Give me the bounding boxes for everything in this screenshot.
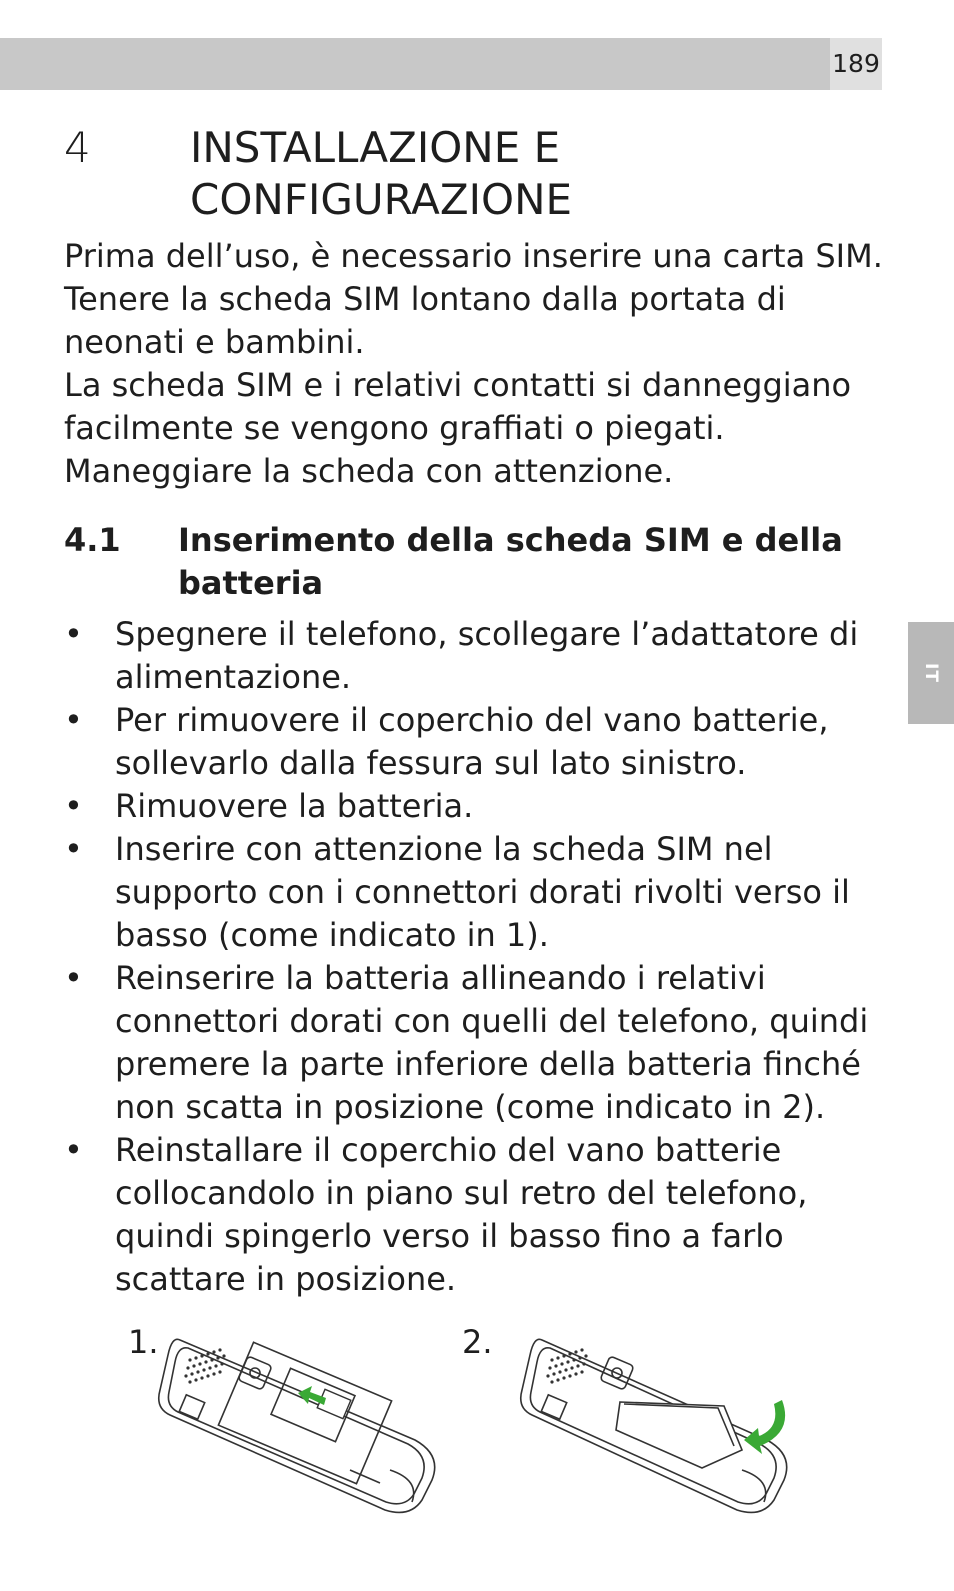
step-item: • Rimuovere la batteria.	[64, 785, 884, 828]
battery	[616, 1402, 742, 1468]
language-tab	[908, 622, 954, 724]
chapter-title-line1: INSTALLAZIONE E	[190, 123, 561, 172]
intro-paragraph: La scheda SIM e i relativi contatti si danneggiano facilmente se vengono graffiati o piegati. Maneggiare la scheda con attenzione.	[64, 366, 852, 490]
step-item: • Inserire con attenzione la scheda SIM nel supporto con i connettori dorati rivolti verso il basso (come indicato in 1).	[64, 828, 884, 957]
speaker-grille	[546, 1348, 587, 1383]
chapter-title	[190, 122, 830, 226]
figure1-label: 1.	[128, 1323, 159, 1361]
intro-paragraph: Prima dell’uso, è necessario inserire una carta SIM. Tenere la scheda SIM lontano dalla portata di neonati e bambini.	[64, 237, 883, 361]
language-tab-label: IT	[921, 663, 941, 683]
chapter-title-line2: CONFIGURAZIONE	[190, 175, 573, 224]
section-number: 4.1	[64, 521, 121, 559]
intro-text	[64, 235, 884, 493]
header-bar	[0, 38, 830, 90]
battery-insertion-illustration	[512, 1320, 812, 1520]
step-item: • Per rimuovere il coperchio del vano batterie, sollevarlo dalla fessura sul lato sinistro.	[64, 699, 884, 785]
step-item: • Spegnere il telefono, scollegare l’adattatore di alimentazione.	[64, 613, 884, 699]
step-item: • Reinserire la batteria allineando i relativi connettori dorati con quelli del telefono, quindi premere la parte inferiore della batteria finché non scatta in posizione (come indicato in 2).	[64, 957, 884, 1129]
steps-list	[64, 613, 884, 1301]
figure2-label: 2.	[462, 1323, 493, 1361]
chapter-number: 4	[64, 123, 91, 172]
step-item: • Reinstallare il coperchio del vano batterie collocandolo in piano sul retro del telefono, quindi spingerlo verso il basso fino a farlo scattare in posizione.	[64, 1129, 884, 1301]
speaker-grille	[184, 1348, 225, 1383]
page-number: 189	[830, 38, 882, 90]
sim-insertion-illustration	[150, 1320, 450, 1520]
section-title: Inserimento della scheda SIM e della batteria	[178, 521, 843, 602]
